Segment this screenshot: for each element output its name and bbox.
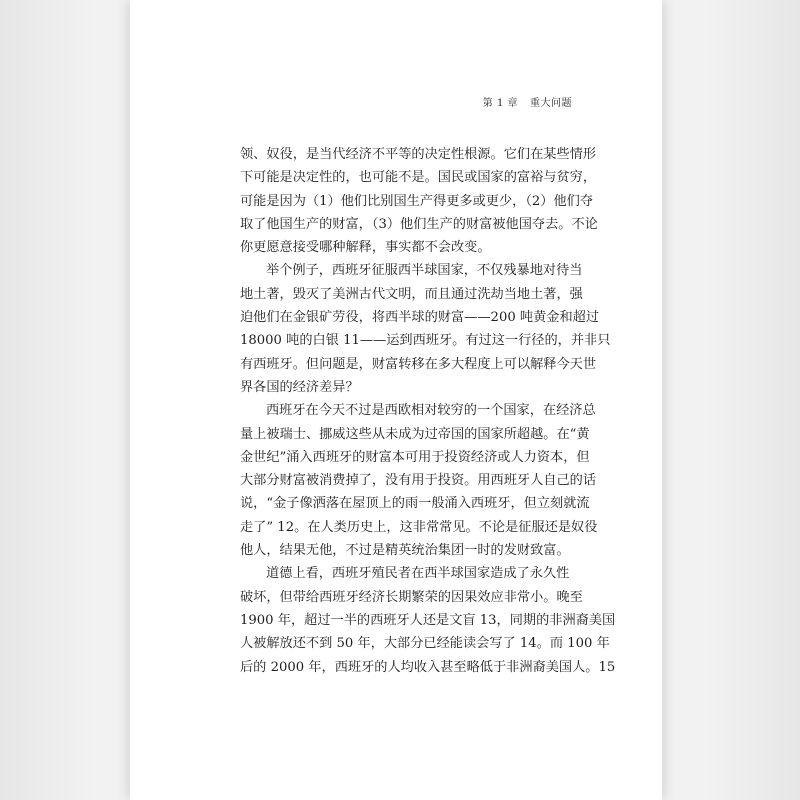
text-line: 地土著，毁灭了美洲古代文明，而且通过洗劫当地土著，强 [240,286,583,302]
text-line: 道德上看，西班牙殖民者在西半球国家造成了永久性 [266,566,570,582]
text-line: 他人，结果无他，不过是精英统治集团一时的发财致富。 [240,543,570,559]
chapter-title: 重大问题 [530,98,572,109]
text-line: 说，“金子像洒落在屋顶上的雨一般涌入西班牙，但立刻就流 [240,496,590,512]
text-line: 走了” 12。在人类历史上，这非常常见。不论是征服还是奴役 [240,519,598,535]
paragraph-4 [240,562,616,678]
text-line: 下可能是决定性的，也可能不是。国民或国家的富裕与贫穷， [240,170,597,186]
text-line: 有西班牙。但问题是，财富转移在多大程度上可以解释今天世 [240,356,597,372]
body-text [240,143,616,679]
text-line: 可能是因为（1）他们比别国生产得更多或更少，（2）他们夺 [240,193,594,209]
text-line: 量上被瑞士、挪威这些从未成为过帝国的国家所超越。在“黄 [240,426,590,442]
text-line: 举个例子，西班牙征服西半球国家，不仅残暴地对待当 [266,263,583,279]
text-line: 你更愿意接受哪种解释，事实都不会改变。 [240,240,491,256]
text-line: 18000 吨的白银 11——运到西班牙。有过这一行径的，并非只 [240,333,611,349]
chapter-number: 第 1 章 [482,98,518,109]
text-line: 后的 2000 年，西班牙的人均收入甚至略低于非洲裔美国人。15 [240,659,616,675]
text-line: 迫他们在金银矿劳役，将西半球的财富——200 吨黄金和超过 [240,310,600,326]
text-line: 金世纪”涌入西班牙的财富本可用于投资经济或人力资本，但 [240,449,590,465]
paragraph-2 [240,259,611,399]
text-line: 西班牙在今天不过是西欧相对较穷的一个国家，在经济总 [266,403,596,419]
text-line: 界各国的经济差异？ [240,379,359,395]
text-line: 大部分财富被消费掉了，没有用于投资。用西班牙人自己的话 [240,473,597,489]
paragraph-3 [240,399,598,562]
running-head [483,94,572,109]
text-line: 人被解放还不到 50 年，大部分已经能读会写了 14。而 100 年 [240,636,610,652]
paragraph-1 [240,143,598,259]
text-line: 1900 年，超过一半的西班牙人还是文盲 13，同期的非洲裔美国 [240,612,616,628]
text-line: 取了他国生产的财富，（3）他们生产的财富被他国夺去。不论 [240,216,598,232]
book-page [130,0,662,800]
text-line: 破坏，但带给西班牙经济长期繁荣的因果效应非常小。晚至 [240,589,583,605]
text-line: 领、奴役，是当代经济不平等的决定性根源。它们在某些情形 [240,147,597,162]
